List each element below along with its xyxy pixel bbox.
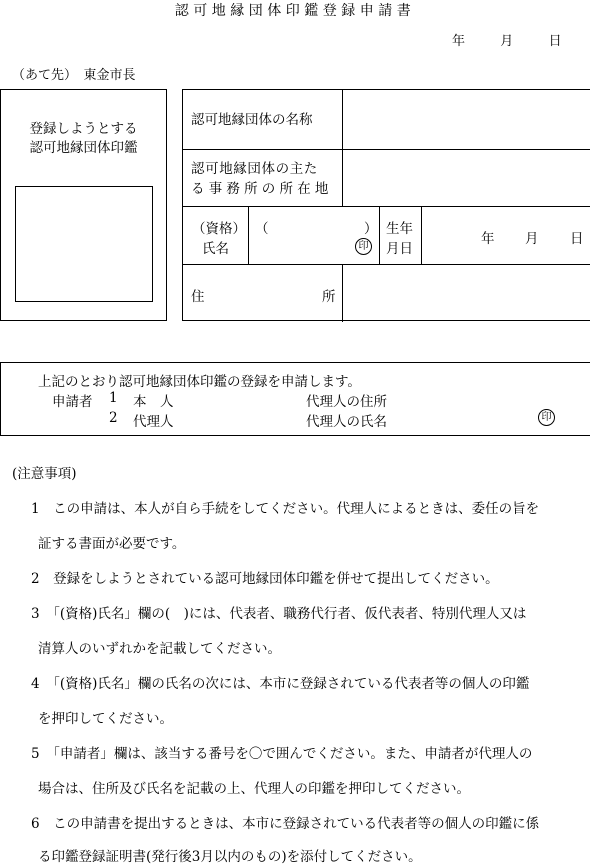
note-line: 4 「(資格)氏名」欄の氏名の次には、本市に登録されている代表者等の個人の印鑑 [31, 676, 530, 692]
declaration-text: 上記のとおり認可地縁団体印鑑の登録を申請します。 [38, 374, 361, 390]
application-date [452, 30, 562, 49]
group-name-field[interactable] [343, 91, 590, 148]
note-line: 1 この申請は、本人が自ら手続をしてください。代理人によるときは、委任の旨を [31, 501, 540, 517]
birth-day-label: 日 [570, 231, 584, 247]
representative-name-label: 氏名 [202, 241, 229, 257]
seal-impression-area[interactable] [15, 186, 153, 302]
note-line: 清算人のいずれかを記載してください。 [38, 641, 281, 657]
applicant-label: 申請者 [52, 394, 93, 410]
note-line: る印鑑登録証明書(発行後3月以内のもの)を添付してください。 [38, 849, 422, 865]
seal-box-label [1, 120, 166, 158]
seal-box-label-line2: 認可地縁団体印鑑 [29, 140, 138, 156]
birth-year-label: 年 [481, 231, 495, 247]
note-line: を押印してください。 [38, 711, 173, 727]
birth-date-label-2: 月日 [386, 241, 413, 257]
option-2-number[interactable]: 2 [109, 410, 118, 426]
option-self[interactable]: 本 人 [133, 394, 174, 410]
birth-month-label: 月 [525, 231, 539, 247]
representative-seal-mark: 印 [355, 238, 372, 255]
note-line: 3 「(資格)氏名」欄の( )には、代表者、職務代行者、仮代表者、特別代理人又は [31, 606, 527, 622]
address-field[interactable] [343, 265, 590, 321]
date-day-label: 日 [548, 34, 562, 49]
note-line: 6 この申請書を提出するときは、本市に登録されている代表者等の個人の印鑑に係 [31, 816, 540, 832]
note-line: 5 「申請者」欄は、該当する番号を〇で囲んでください。また、申請者が代理人の [31, 746, 533, 762]
group-name-label: 認可地縁団体の名称 [191, 112, 313, 128]
seal-registration-box [0, 89, 167, 321]
option-1-number[interactable]: 1 [109, 390, 118, 406]
office-address-label-1: 認可地縁団体の主た [191, 161, 318, 177]
address-label-start: 住 [191, 289, 205, 305]
note-line: 証する書面が必要です。 [38, 536, 186, 552]
date-month-label: 月 [500, 34, 514, 49]
seal-box-label-line1: 登録しようとする [29, 121, 138, 137]
office-address-label-2: る事務所の所在地 [191, 181, 333, 197]
applicant-info-table [182, 89, 590, 321]
note-line: 2 登録をしようとされている認可地縁団体印鑑を併せて提出してください。 [31, 571, 499, 587]
birth-date-label-1: 生年 [386, 221, 413, 237]
address-label-end: 所 [322, 289, 336, 305]
qualification-paren-open: （ [255, 221, 269, 237]
option-proxy[interactable]: 代理人 [133, 414, 174, 430]
proxy-seal-mark: 印 [538, 409, 555, 426]
office-address-field[interactable] [343, 150, 590, 205]
addressee: （あて先） 東金市長 [12, 68, 136, 83]
notes-heading: (注意事項) [12, 466, 77, 482]
qualification-paren-close: ） [364, 221, 378, 237]
date-year-label: 年 [452, 34, 466, 49]
qualification-label: （資格） [192, 221, 246, 237]
proxy-name-label: 代理人の氏名 [306, 414, 387, 430]
declaration-box [0, 362, 590, 436]
note-line: 場合は、住所及び氏名を記載の上、代理人の印鑑を押印してください。 [38, 781, 470, 797]
proxy-address-label: 代理人の住所 [306, 394, 387, 410]
document-title: 認可地縁団体印鑑登録申請書 [174, 3, 416, 19]
